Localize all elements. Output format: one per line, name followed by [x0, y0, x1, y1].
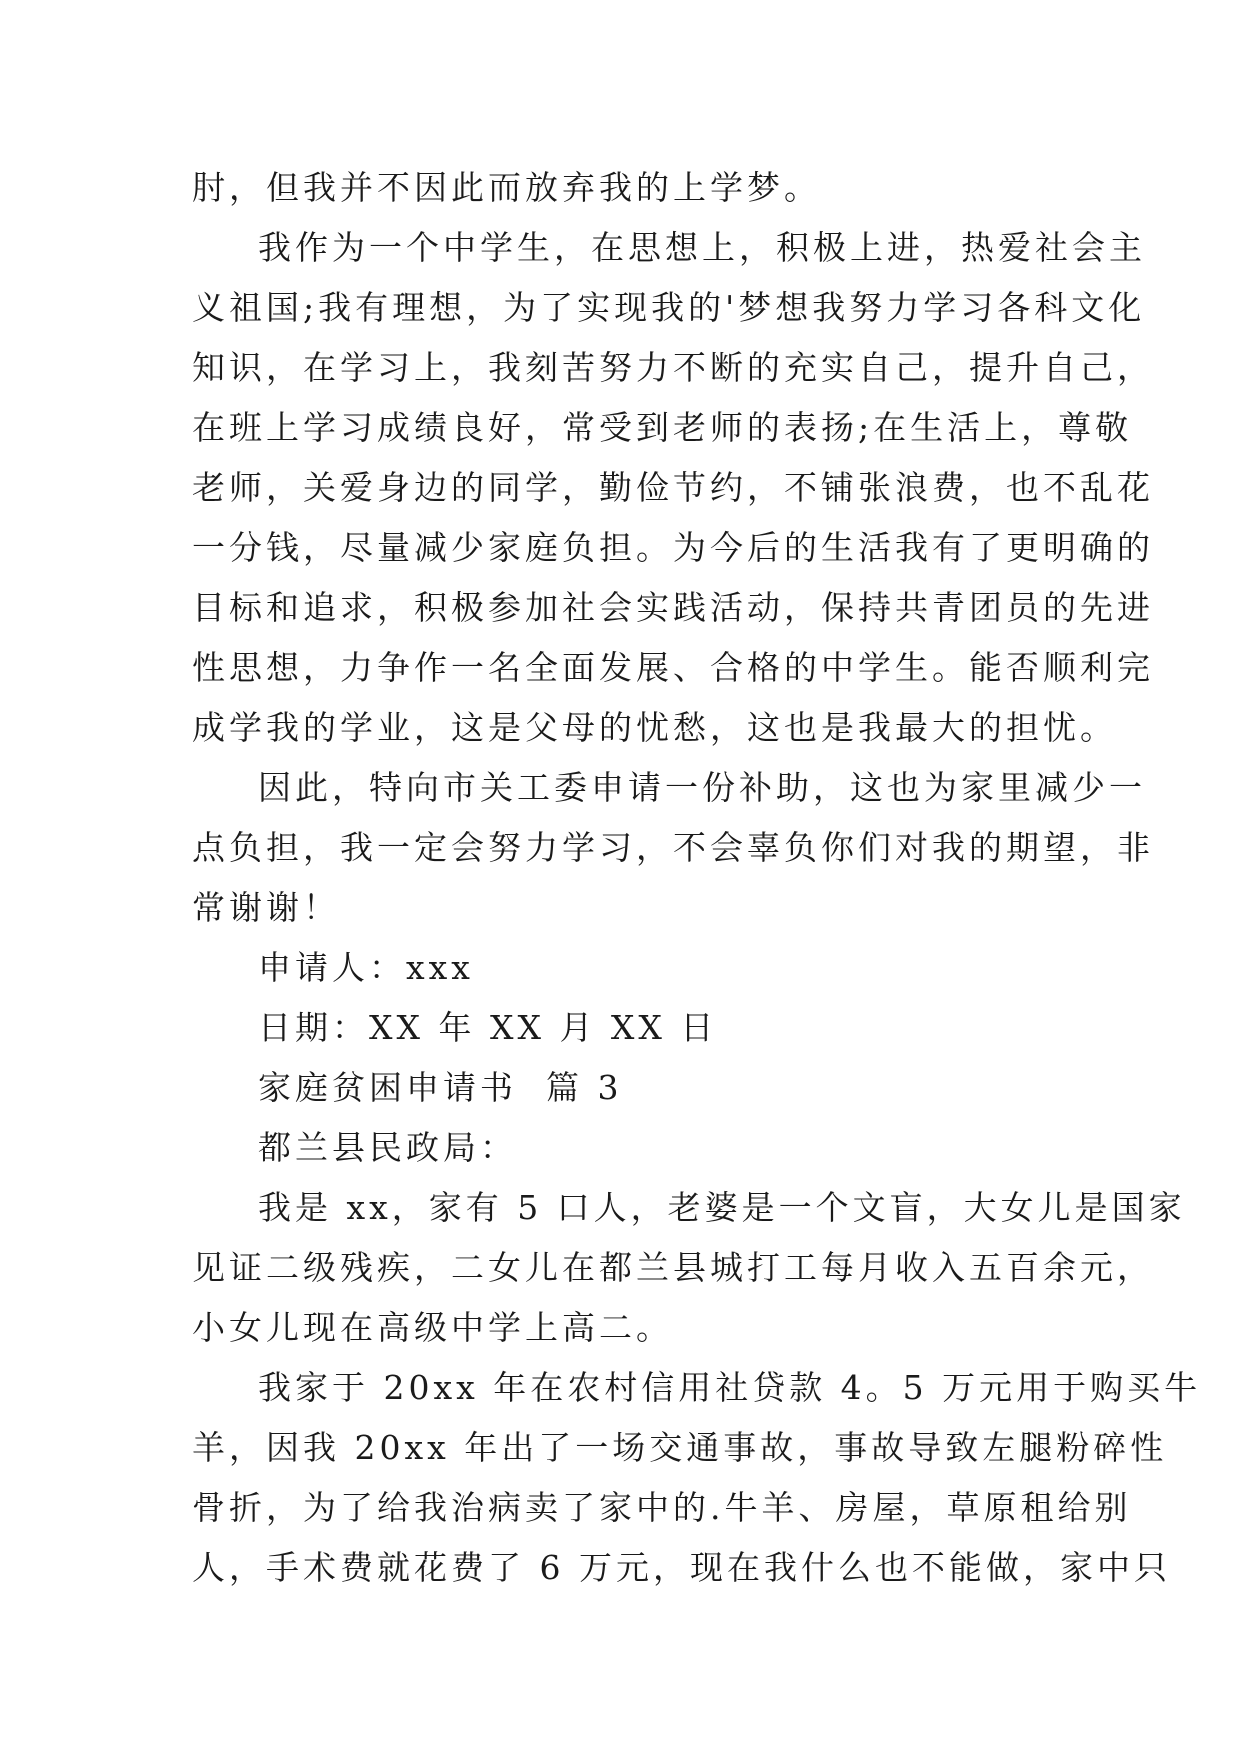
text-line: 一分钱，尽量减少家庭负担。为今后的生活我有了更明确的	[192, 528, 1154, 567]
text-line: 我家于 20xx 年在农村信用社贷款 4。5 万元用于购买牛	[258, 1368, 1202, 1407]
text-line: 我是 xx，家有 5 口人，老婆是一个文盲，大女儿是国家	[258, 1188, 1186, 1227]
addressee-line: 都兰县民政局：	[258, 1128, 517, 1167]
text-line: 成学我的学业，这是父母的忧愁，这也是我最大的担忧。	[192, 708, 1117, 747]
text-line: 点负担，我一定会努力学习，不会辜负你们对我的期望，非	[192, 828, 1154, 867]
text-line: 常谢谢！	[192, 888, 340, 927]
date-line: 日期：XX 年 XX 月 XX 日	[258, 1008, 718, 1047]
text-line: 知识，在学习上，我刻苦努力不断的充实自己，提升自己，	[192, 348, 1154, 387]
text-line: 见证二级残疾，二女儿在都兰县城打工每月收入五百余元，	[192, 1248, 1154, 1287]
text-line: 因此，特向市关工委申请一份补助，这也为家里减少一	[258, 768, 1146, 807]
text-line: 性思想，力争作一名全面发展、合格的中学生。能否顺利完	[192, 648, 1154, 687]
text-line: 在班上学习成绩良好，常受到老师的表扬;在生活上，尊敬	[192, 408, 1133, 447]
text-line: 小女儿现在高级中学上高二。	[192, 1308, 673, 1347]
text-line: 羊，因我 20xx 年出了一场交通事故，事故导致左腿粉碎性	[192, 1428, 1168, 1467]
text-line: 肘，但我并不因此而放弃我的上学梦。	[192, 168, 821, 207]
text-line: 骨折，为了给我治病卖了家中的.牛羊、房屋，草原租给别	[192, 1488, 1132, 1527]
section-title: 家庭贫困申请书 篇 3	[258, 1068, 623, 1107]
text-line: 义祖国;我有理想，为了实现我的'梦想我努力学习各科文化	[192, 288, 1146, 327]
document-page	[192, 158, 1202, 1598]
text-line: 目标和追求，积极参加社会实践活动，保持共青团员的先进	[192, 588, 1154, 627]
text-line: 人，手术费就花费了 6 万元，现在我什么也不能做，家中只	[192, 1548, 1171, 1587]
applicant-line: 申请人：xxx	[258, 948, 474, 987]
text-line: 老师，关爱身边的同学，勤俭节约，不铺张浪费，也不乱花	[192, 468, 1154, 507]
text-line: 我作为一个中学生，在思想上，积极上进，热爱社会主	[258, 228, 1146, 267]
